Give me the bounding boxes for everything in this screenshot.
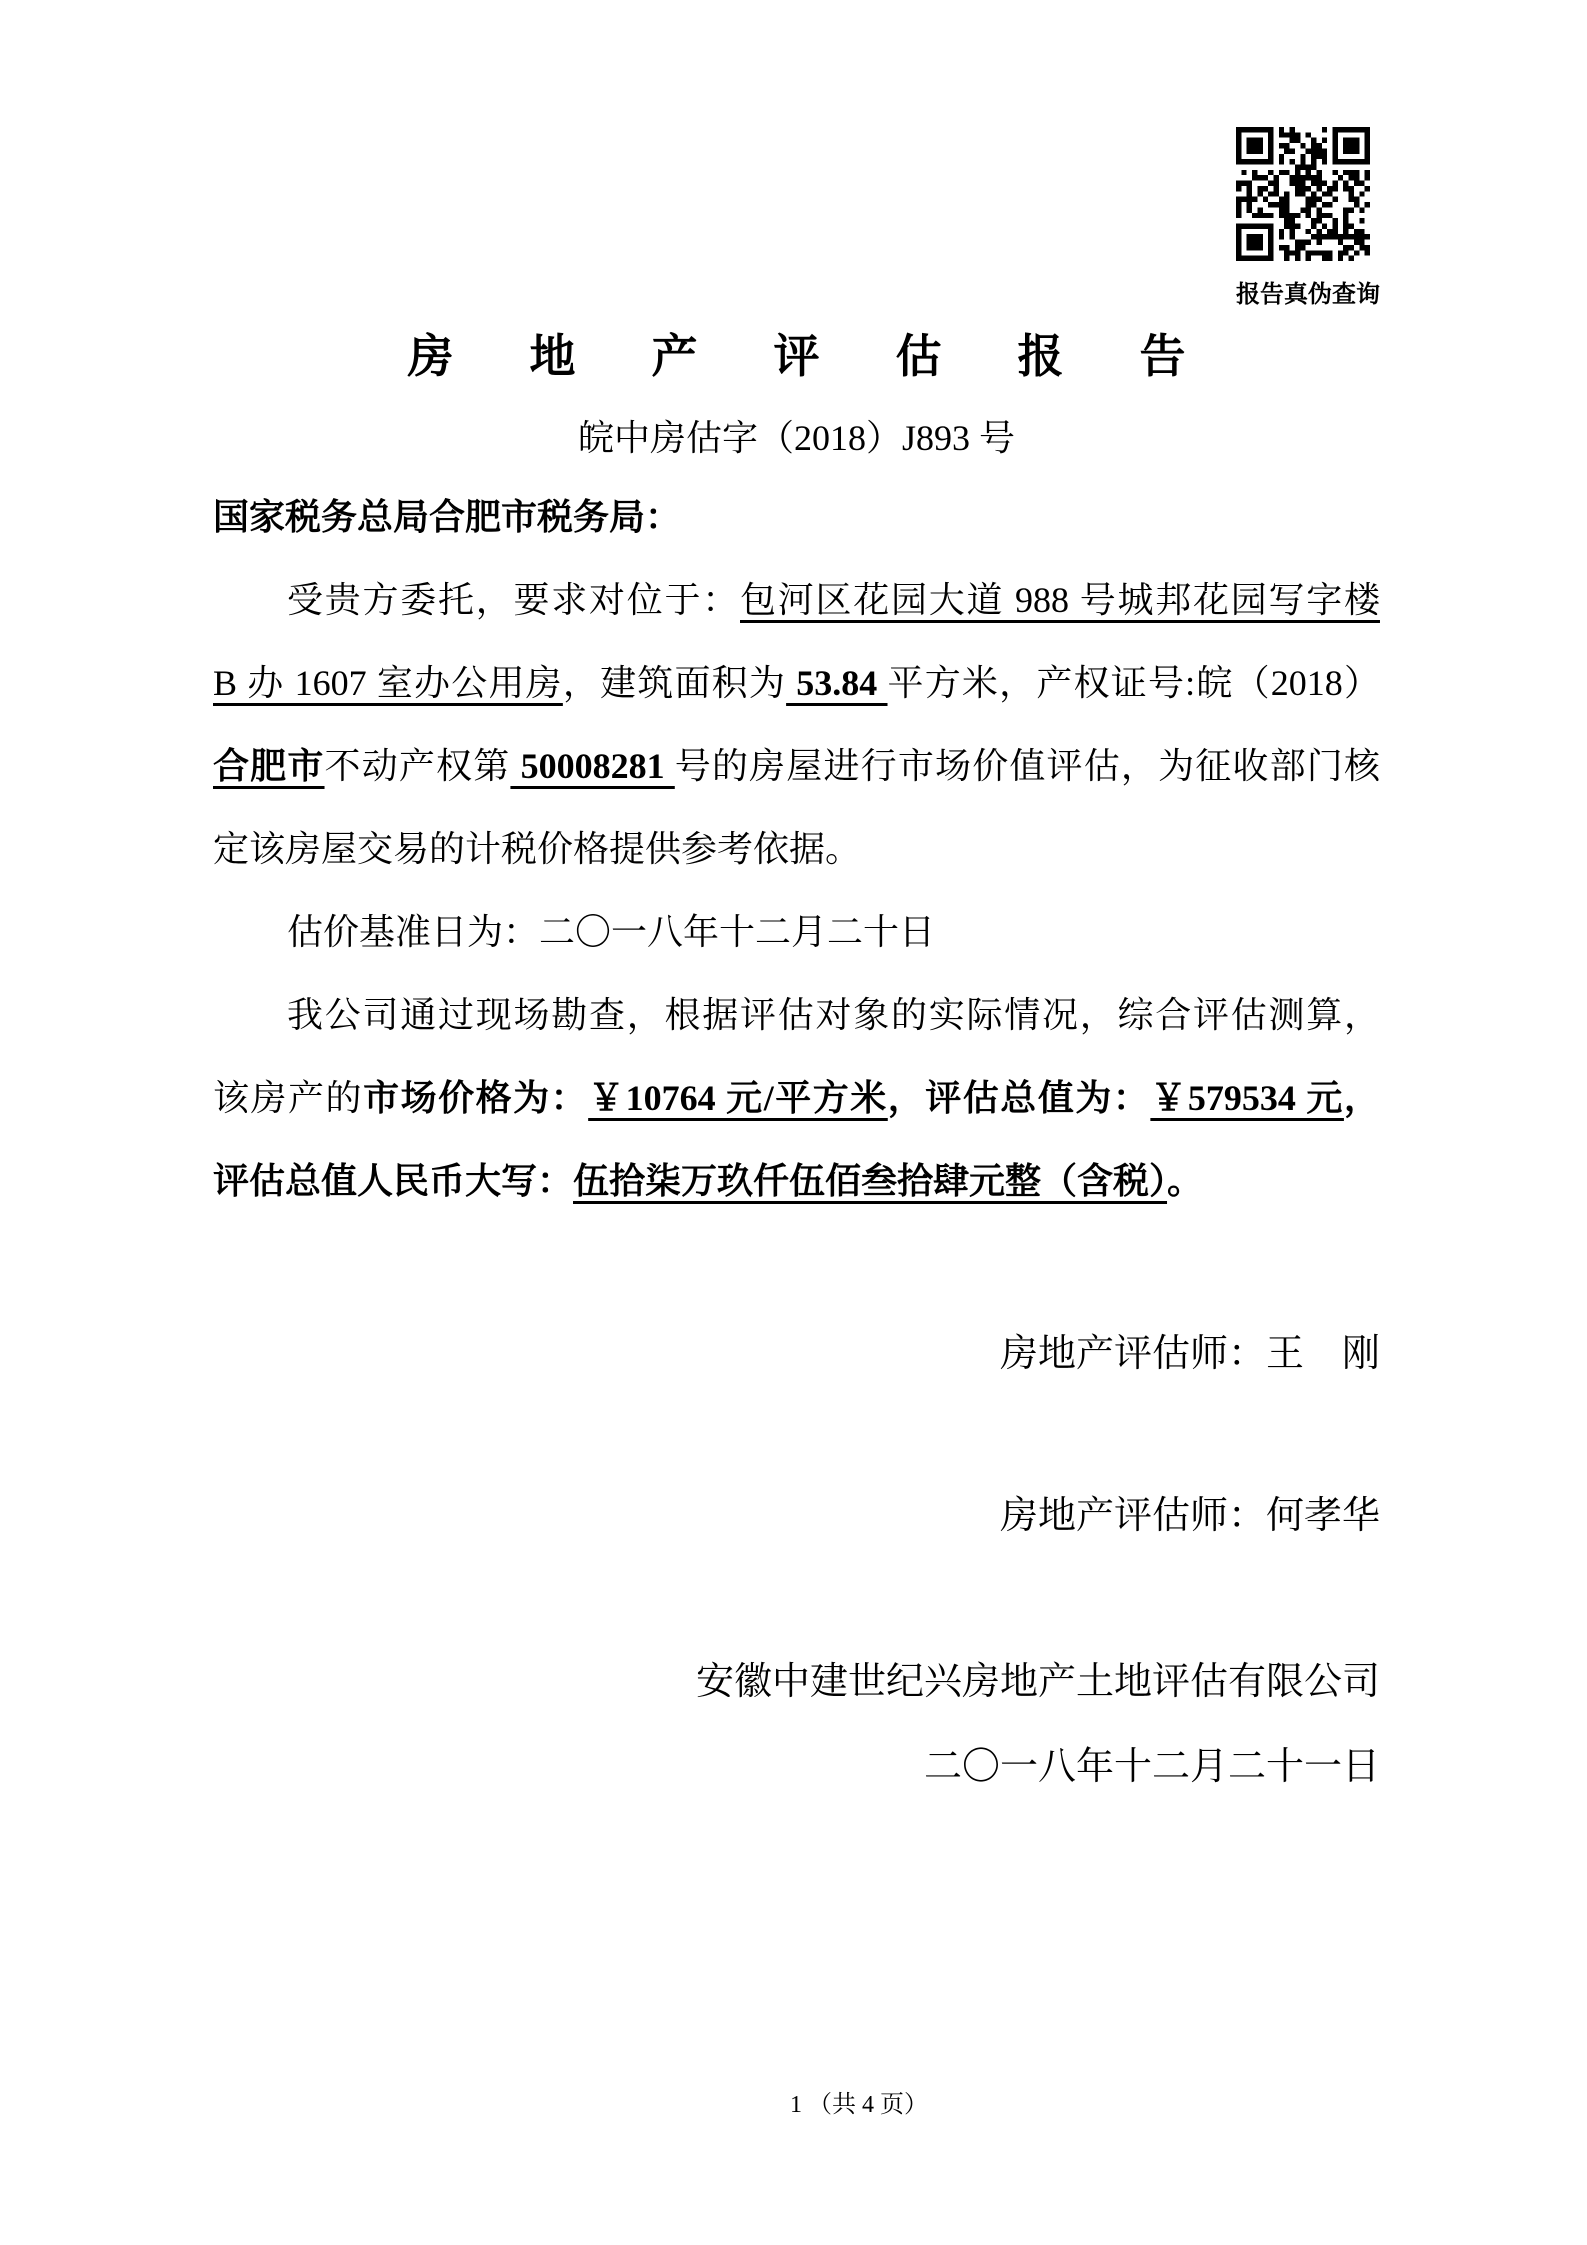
text-run-bold-underlined: 53.84 bbox=[786, 663, 888, 703]
text-run: 该房产的 bbox=[213, 1078, 364, 1118]
appraiser-signature-2: 房地产评估师：何孝华 bbox=[999, 1495, 1380, 1537]
text-run-bold-underlined: 合肥市 bbox=[213, 746, 325, 786]
body-line-7 bbox=[213, 1057, 1380, 1140]
text-run: 定该房屋交易的计税价格提供参考依据。 bbox=[213, 829, 862, 869]
text-run-bold-underlined: ￥10764 元/平方米 bbox=[588, 1078, 888, 1118]
text-run-bold: 评估总值人民币大写： bbox=[213, 1161, 574, 1201]
text-run-underlined: B 办 1607 室办公用房 bbox=[213, 663, 563, 703]
text-run-bold: ， bbox=[1343, 1078, 1380, 1118]
text-run: 估价基准日为：二〇一八年十二月二十日 bbox=[287, 912, 936, 952]
page-number: 1 （共 4 页） bbox=[790, 2092, 928, 2118]
doc-number: 皖中房估字（2018）J893 号 bbox=[577, 418, 1015, 458]
text-run: 国家税务总局合肥市税务局： bbox=[213, 497, 682, 537]
text-run: 平方米，产权证号:皖（2018） bbox=[887, 663, 1380, 703]
body-line-8 bbox=[213, 1140, 1380, 1223]
text-run: 号的房屋进行市场价值评估，为征收部门核 bbox=[674, 746, 1380, 786]
text-run-bold: 。 bbox=[1167, 1161, 1204, 1201]
body-line-6 bbox=[213, 974, 1380, 1057]
text-run: 我公司通过现场勘查，根据评估对象的实际情况，综合评估测算， bbox=[287, 995, 1380, 1035]
body-line-2 bbox=[213, 642, 1380, 725]
company-name: 安徽中建世纪兴房地产土地评估有限公司 bbox=[695, 1661, 1380, 1703]
report-title: 房地产评估报告 bbox=[407, 331, 1262, 382]
qr-code bbox=[1236, 127, 1370, 261]
text-run-bold-underlined: ￥579534 元 bbox=[1150, 1078, 1344, 1118]
appraiser-signature-1: 房地产评估师：王 刚 bbox=[999, 1333, 1380, 1375]
body-line-1 bbox=[213, 559, 1380, 642]
text-run: ，建筑面积为 bbox=[562, 663, 787, 703]
text-run: 受贵方委托，要求对位于： bbox=[287, 580, 740, 620]
body-line-3 bbox=[213, 725, 1380, 808]
body-line-5 bbox=[213, 891, 1380, 974]
report-date: 二〇一八年十二月二十一日 bbox=[923, 1746, 1380, 1788]
report-body bbox=[213, 476, 1380, 1223]
text-run-bold-underlined: 伍拾柒万玖仟伍佰叁拾肆元整（含税） bbox=[573, 1161, 1168, 1201]
qr-caption: 报告真伪查询 bbox=[1236, 281, 1380, 308]
text-run-bold: 市场价格为： bbox=[363, 1078, 589, 1118]
text-run: 不动产权第 bbox=[324, 746, 511, 786]
text-run-underlined: 包河区花园大道 988 号城邦花园写字楼 bbox=[740, 580, 1380, 620]
body-line-4 bbox=[213, 808, 1380, 891]
addressee-line bbox=[213, 476, 1380, 559]
text-run-bold-underlined: 50008281 bbox=[510, 746, 675, 786]
text-run-bold: ，评估总值为： bbox=[887, 1078, 1151, 1118]
